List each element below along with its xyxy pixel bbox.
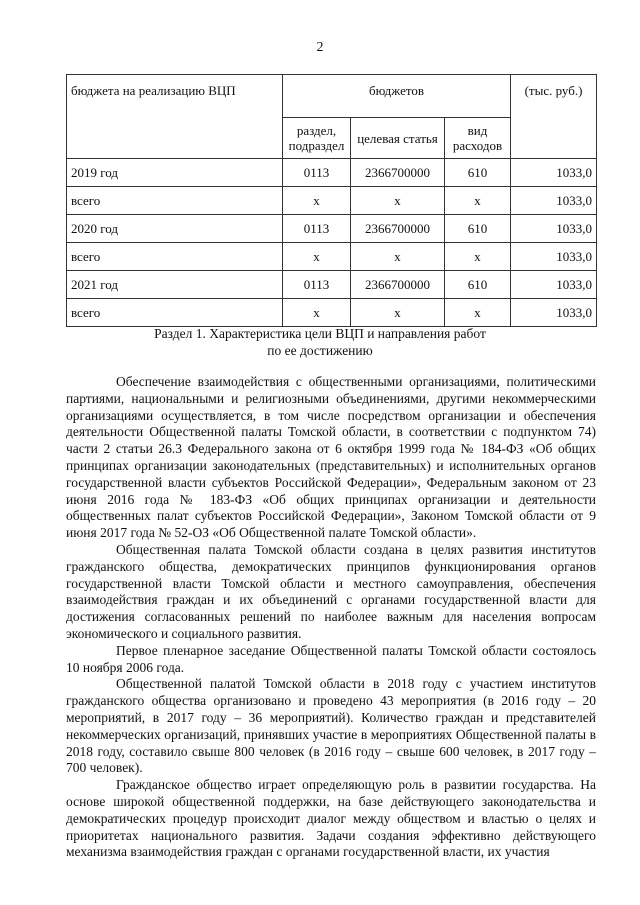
section-title-line2: по ее достижению xyxy=(267,343,373,358)
subheader-type: вид расходов xyxy=(445,118,511,159)
row-label: всего xyxy=(67,243,283,271)
header-cell-budgets: бюджетов xyxy=(283,75,511,118)
row-type: х xyxy=(445,299,511,327)
paragraph: Обеспечение взаимодействия с общественными организациями, политическими партиями, национальными и религиозными объединениями, другими некоммерческими организациями осуществляется, в том числе посредством организации и обеспечения деятельности Общественной палаты Томской области, в соответствии с подпунктом 74) части 2 статьи 26.3 Федерального закона от 6 октября 1999 года № 184-ФЗ «Об общих принципах организации законодательных (представительных) и исполнительных органов государственной власти субъектов Российской Федерации», Федеральным законом от 23 июня 2016 года № 183-ФЗ «Об общих принципах организации и деятельности общественных палат субъектов Российской Федерации», Законом Томской области от 9 июня 2017 года № 52-ОЗ «Об Общественной палате Томской области». xyxy=(66,374,596,541)
table-row xyxy=(67,159,597,187)
paragraph: Общественная палата Томской области создана в целях развития институтов гражданского общества, демократических принципов функционирования органов государственной власти Томской области и местного самоуправления, обеспечения взаимодействия граждан и их объединений с органами государственной власти для достижения согласованных решений по наиболее важным для населения вопросам экономического и социального развития. xyxy=(66,541,596,641)
row-label: всего xyxy=(67,187,283,215)
table-row xyxy=(67,215,597,243)
subheader-article: целевая статья xyxy=(351,118,445,159)
row-amount: 1033,0 xyxy=(511,187,597,215)
row-label: 2019 год xyxy=(67,159,283,187)
row-section: х xyxy=(283,299,351,327)
row-section: х xyxy=(283,243,351,271)
row-section: х xyxy=(283,187,351,215)
row-article: х xyxy=(351,187,445,215)
header-cell-left: бюджета на реализацию ВЦП xyxy=(67,75,283,159)
paragraph: Общественной палатой Томской области в 2018 году с участием институтов гражданского общества организовано и проведено 43 мероприятия (в 2016 году – 20 мероприятий, в 2017 году – 36 мероприятий). Количество граждан и представителей некоммерческих организаций, принявших участие в мероприятиях Общественной палаты в 2018 году, составило свыше 800 человек (в 2016 году – свыше 600 человек, в 2017 году – 700 человек). xyxy=(66,676,596,776)
table-row xyxy=(67,243,597,271)
row-article: 2366700000 xyxy=(351,271,445,299)
row-label: всего xyxy=(67,299,283,327)
row-section: 0113 xyxy=(283,215,351,243)
table-row xyxy=(67,187,597,215)
row-article: 2366700000 xyxy=(351,215,445,243)
row-amount: 1033,0 xyxy=(511,159,597,187)
page-number: 2 xyxy=(316,40,324,55)
section-title-line1: Раздел 1. Характеристика цели ВЦП и направления работ xyxy=(154,326,486,341)
row-amount: 1033,0 xyxy=(511,215,597,243)
row-amount: 1033,0 xyxy=(511,271,597,299)
row-article: х xyxy=(351,243,445,271)
table-row xyxy=(67,271,597,299)
body-text xyxy=(66,374,596,861)
row-section: 0113 xyxy=(283,159,351,187)
row-label: 2020 год xyxy=(67,215,283,243)
paragraph: Гражданское общество играет определяющую роль в развитии государства. На основе широкой общественной поддержки, на базе действующего законодательства и демократических процедур происходит диалог между обществом и властью о целях и приоритетах национального развития. Задачи создания эффективно действующего механизма взаимодействия граждан с органами государственной власти, их участия xyxy=(66,777,596,860)
budget-table xyxy=(66,74,597,327)
row-amount: 1033,0 xyxy=(511,299,597,327)
row-amount: 1033,0 xyxy=(511,243,597,271)
header-cell-units: (тыс. руб.) xyxy=(511,75,597,159)
section-title xyxy=(0,325,640,359)
subheader-section: раздел, подраздел xyxy=(283,118,351,159)
row-type: х xyxy=(445,187,511,215)
row-article: 2366700000 xyxy=(351,159,445,187)
row-label: 2021 год xyxy=(67,271,283,299)
row-type: 610 xyxy=(445,159,511,187)
row-type: 610 xyxy=(445,271,511,299)
row-article: х xyxy=(351,299,445,327)
paragraph: Первое пленарное заседание Общественной палаты Томской области состоялось 10 ноября 2006 года. xyxy=(66,642,596,675)
table-header-row xyxy=(67,75,597,118)
row-section: 0113 xyxy=(283,271,351,299)
table-row xyxy=(67,299,597,327)
row-type: 610 xyxy=(445,215,511,243)
row-type: х xyxy=(445,243,511,271)
